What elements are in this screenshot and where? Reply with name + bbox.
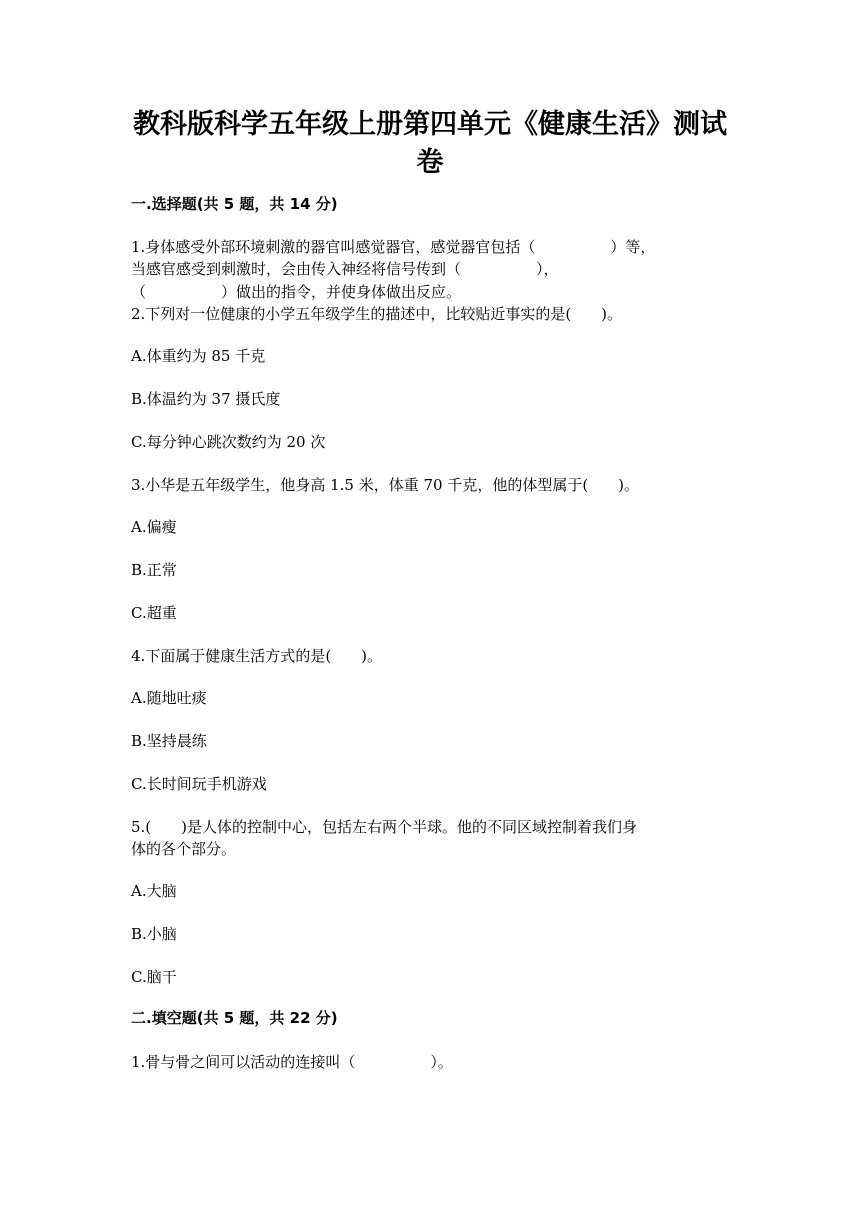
q3-stem: 3.小华是五年级学生，他身高 1.5 米，体重 70 千克，他的体型属于( )。 — [131, 476, 640, 494]
title-line-2: 卷 — [416, 147, 444, 178]
q4-option-a: A.随地吐痰 — [131, 689, 207, 707]
q3-option-a: A.偏瘦 — [131, 518, 177, 536]
q1-line-3: （ ）做出的指令，并使身体做出反应。 — [131, 283, 462, 301]
q5-option-c: C.脑干 — [131, 968, 177, 986]
q4-option-b: B.坚持晨练 — [131, 732, 207, 750]
q3-option-b: B.正常 — [131, 561, 177, 579]
q5-option-b: B.小脑 — [131, 925, 177, 943]
q1-line-2: 当感官感受到刺激时，会由传入神经将信号传到（ ）， — [131, 260, 559, 278]
q2-option-a: A.体重约为 85 千克 — [131, 347, 266, 365]
q4-stem: 4.下面属于健康生活方式的是( )。 — [131, 647, 383, 665]
title-line-1: 教科版科学五年级上册第四单元《健康生活》测试 — [133, 109, 727, 140]
q1-line-1: 1.身体感受外部环境刺激的器官叫感觉器官，感觉器官包括（ ）等， — [131, 238, 656, 256]
q5-option-a: A.大脑 — [131, 882, 177, 900]
q3-option-c: C.超重 — [131, 604, 177, 622]
page-title — [130, 106, 730, 182]
section-heading-fill: 二.填空题(共 5 题，共 22 分) — [131, 1009, 338, 1027]
section-heading-choice: 一.选择题(共 5 题，共 14 分) — [131, 195, 338, 213]
q5-line-1: 5.( )是人体的控制中心，包括左右两个半球。他的不同区域控制着我们身 — [131, 818, 638, 836]
q2-option-b: B.体温约为 37 摄氏度 — [131, 390, 281, 408]
q2-option-c: C.每分钟心跳次数约为 20 次 — [131, 433, 326, 451]
q2-stem: 2.下列对一位健康的小学五年级学生的描述中，比较贴近事实的是( )。 — [131, 305, 623, 323]
fill-q1: 1.骨与骨之间可以活动的连接叫（ ）。 — [131, 1053, 453, 1071]
q5-line-2: 体的各个部分。 — [131, 840, 237, 858]
q4-option-c: C.长时间玩手机游戏 — [131, 775, 267, 793]
